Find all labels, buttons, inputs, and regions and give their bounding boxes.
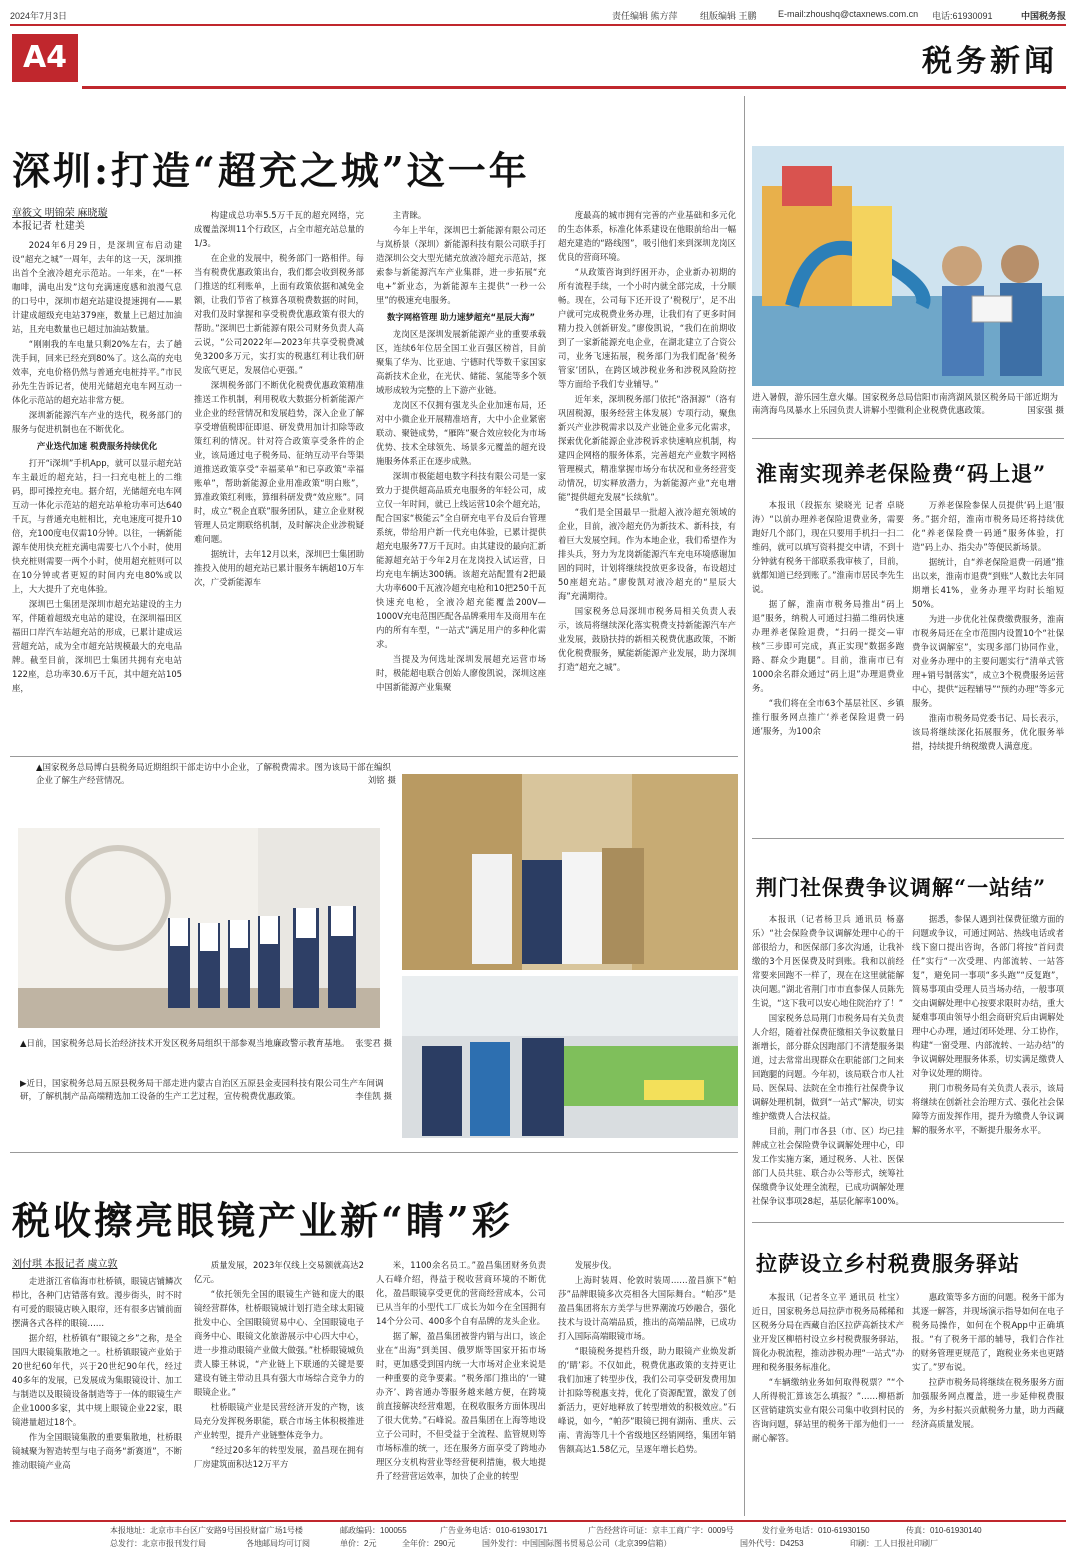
glasses-column-3: 米，1100余名员工。”盈昌集团财务负责人石峰介绍，得益于税收营商环境的不断优化，盈昌眼镜享受更优的营商经营成本，公司已从当年的小型代工厂成长为如今在全国拥有14个分公司、400多个自有品牌的龙头企业。 据了解，盈昌集团被誉内销与出口，该企业在“出海”到美国、俄罗斯等国家开拓市场时，更加感受到国内统一大市场对企业来说是一种重要的竞争要素。“税务部门推出的‘一键办齐’、跨省通办等服务越来越方便，在跨境前直接解决经营难题，在税收服务方面体现出了很大优势。”石峰说。盈昌集团在上海等地设立子公司时，不但受益于全流程、监管规则等市场标准的统一，还在服务方面享受了跨地办理区分支机构营业等经营便利措施，极大地提升了经营营运效率，加快了企业的转型 bbox=[376, 1260, 546, 1481]
issue-date: 2024年7月3日 bbox=[10, 11, 68, 21]
photo-caption-wuyuan: ▶近日，国家税务总局五原县税务局干部走进内蒙古自治区五原县金麦园科技有限公司生产车间调研，了解机制产品高端精选加工设备的生产工艺过程，宣传税费优惠政策。 李佳凯 摄 bbox=[20, 1079, 392, 1102]
divider bbox=[10, 756, 738, 757]
workshop-photo bbox=[402, 774, 738, 970]
article-column-4: 度最高的城市拥有完善的产业基础和多元化的生态体系，标准化体系建设在他眼前给出一幅超充建造的“路线图”，吸引他们来到深圳龙岗区优良的营商环境。 “从政策咨询到纾困开办，企业新办初期的所有流程手续，一个小时内就全部完成，十分顺畅。现在，公司每下还开设了‘税税厅’，足不出户就可完成税费业务办理，让我们有了更多时间精力投入创新研发。”廖俊凯说，“我们在前期收到了一家新能源充电企业，在湖北建立了合资公司，业务飞速拓展，税务部门为我们配备‘税务管家’团队，在跨区域涉税业务和涉税风险防控等方面给予我们专业辅导。” 近年来，深圳税务部门依托“洛洄源”（洛有巩固税源，服务经营主体发展）专项行动，聚焦新兴产业涉税需求以及产业链企业多元化需求，探索优化新能源企业涉税诉求快速响应机制，构建四企网格的服务体系，完善超充产业数字网格管理模式，精准掌握市场分布状况和业务经营变动情况，切实释放潜力，为新能源产业“充电增能”提供超充发展“长续航”。 “我们是全国最早一批超入液冷超充领域的企业，目前，液冷超充仍为新技术、新科技，有着巨大发展空间。作为本地企业，我们希望作为排头兵，努力为龙岗新能源汽车充电环境感谢加固的同时，计划将继续投放更多设备，布设超过50座超充站。”廖俊凯对液冷超充的“星辰大海”充满期待。 国家税务总局深圳市税务局相关负责人表示，该局将继续深化落实税费支持新能源汽车产业发展，鼓励扶持的新相关税费优惠政策，不断优化税费服务，赋能新能源产业发展，助力深圳打造“超充之城”。 bbox=[558, 210, 736, 672]
divider bbox=[752, 438, 1064, 439]
water-park-photo bbox=[752, 146, 1064, 386]
byline-reporter: 本报记者 杜建美 bbox=[12, 221, 85, 232]
lasa-column-2: 惠政策等多方面的问题。税务干部为其逐一解答，并现场演示指导如何在电子税务局操作，如何在个税App中正确填报。“有了税务干部的辅导，我们合作社的财务管理更规范了，跑税业务来也更踏实了。”罗布说。 拉萨市税务局将继续在税务服务方面加强服务网点覆盖，进一步延伸税费服务，为乡村振兴贡献税务力量，助力西藏经济高质量发展。 bbox=[912, 1292, 1064, 1429]
byline-authors: 章筱文 明锦荣 麻晓璇 bbox=[12, 208, 108, 219]
paper-name: 中国税务报 bbox=[1020, 11, 1066, 21]
responsible-editor: 责任编辑 熊方萍 bbox=[612, 11, 678, 21]
article-byline-glasses: 刘付琪 本报记者 虞立敦 bbox=[12, 1259, 118, 1270]
article-column-2: 构建成总功率5.5万千瓦的超充网络，完成覆盖深圳11个行政区，占全市超充站总量的1/3。 在企业的发展中，税务部门一路相伴。每当有税费优惠政策出台，我们都会收到税务部门推送的红利账单，上面有政策依据和减免金额，让我们节省了核算各项税费数据的时间，对我们及时掌握和享受税费优惠政策有很大的帮助。”深圳巴士新能源有限公司财务负责人高云说，“公司2022年—2023年共享受税费减免3200多万元，实打实的税惠红利让我们研发底气更足，发展信心更强。” 深圳税务部门不断优化税费优惠政策精准推送工作机制，利用税收大数据分析新能源产业企业的经营情况和发展趋势，深入企业了解享受增值税即征即退、研发费用加计扣除等政策红利的情况。针对符合政策享受条件的企业，该局通过电子税务局、征纳互动平台等渠道推送政策享受“幸福菜单”和已享政策“幸福账单”，帮助新能源企业用准政策“明白账”，算准政策红利账，算细科研发费“效应账”。同时，成立“税企直联”服务团队，建立企业财税管理人员定期联络机制，及时解决企业涉税疑难问题。 据统计，去年12月以来，深圳巴士集团助推投入使用的超充站已累计服务车辆超10万车次，广受新能源车 bbox=[194, 210, 364, 587]
divider bbox=[10, 1152, 738, 1153]
column-divider bbox=[744, 96, 745, 1516]
section-rule bbox=[82, 86, 1066, 89]
photo-credit: 张雯君 摄 bbox=[355, 1039, 392, 1049]
weaving-shop-illustration bbox=[402, 774, 738, 970]
jingmen-column-1: 本报讯（记者杨卫兵 通讯员 杨嘉乐）“社会保险费争议调解处理中心的干部很给力，和医保部门多次沟通，让我补缴的3个月医保费及时到账。我和以前经常要来回跑不一样了，现在在这里就能解决问题。”湖北省荆门市市直参保人员陈先生说，“这下我可以安心地住院治疗了！” 国家税务总局荆门市税务局有关负责人介绍，随着社保费征缴相关争议数量日渐增长，部分群众因跑部门不清楚服务渠道，过去常常出现群众在职能部门之间来回跑腿的问题。今年初，该局联合市人社局、医保局、法院在全市推行社保费争议调解处理机制，做到“一站式”解决，切实维护缴费人合法权益。 目前，荆门市各县（市、区）均已挂牌成立社会保险费争议调解处理中心，印发工作实施方案，通过税务、人社、医保部门人员共驻、联合办公等形式，统筹社保缴费争议处理全流程，已成功调解处理社保争议事项28起，基层化解率100%。 bbox=[752, 914, 904, 1206]
photo-caption-bobai: ▲国家税务总局博白县税务局近期组织干部走访中小企业，了解税费需求。图为该局干部在编织企业了解生产经营情况。 刘铭 摄 bbox=[36, 763, 396, 786]
article-headline-jingmen: 荆门社保费争议调解“一站结” bbox=[756, 875, 1047, 900]
officers-illustration bbox=[18, 828, 380, 1028]
editor-phone: 电话:61930091 bbox=[932, 11, 993, 21]
jingmen-column-2: 据悉，参保人遇到社保费征缴方面的问题或争议，可通过网站、热线电话或者线下窗口提出咨询，各部门将按“首问责任”实行“一次受理、内部流转、一站答复”，避免同一事项“多头跑”“反复跑”，简易事项由受理人员当场办结，一般事项交由调解处理中心按要求限时办结，重大疑难事项由领导小组会商研究后由调解处理中心办理，通过闭环处理、分工协作，构建“一窗受理、内部流转、一站办结”的争议调解处理服务体系，切实满足缴费人对争议处理的期待。 荆门市税务局有关负责人表示，该局将继续在创新社会治理方式、强化社会保障等方面发挥作用，提升为缴费人争议调解的服务水平，不断提升服务水平。 bbox=[912, 914, 1064, 1135]
article-byline-shenzhen bbox=[12, 207, 108, 233]
photo-credit: 李佳凯 摄 bbox=[355, 1092, 392, 1102]
article-column-3: 主青睐。 今年上半年，深圳巴士新能源有限公司还与岚桥景（深圳）新能源科技有限公司联手打造深圳公交大型光储充放液冷超充示范站，探索参与新能源汽车产业集群，进一步拓展“充电+”新业态，为新能源车主提供“一秒一公里”的极速充电服务。 数字网格管理 助力速梦超充“星辰大海” 龙岗区是深圳发展新能源产业的重要承载区，连续6年位居全国工业百强区榜首，目前聚集了华为、比亚迪、宁德时代等数千家国家高新技术企业，在光伏、储能、氢能等多个领域形成较为完整的上下游产业链。 龙岗区不仅拥有强龙头企业加速布局，还对中小微企业开展精准培育，大中小企业紧密联动、聚链成势，“雁阵”聚合效应较化为市场优势、技术全球领先、场景多元覆盖的超充设施服务体系正在逐步成熟。 深圳市极能超电数字科技有限公司是一家致力于提供超高品质充电服务的年轻公司，成立仅一年时间，就已上线运营10余个超充站，配合国家“极能云”全自研充电平台及后台管理系统，带给用户新一代充电体验，已累计提供超充电服务77万千瓦时。由其建设的最向汇新能源超充站于今年2月在龙岗投入试运营，日均充电车辆达300辆。该超充站配置有2把最大功率600千瓦液冷超充电枪和10把250千瓦快速充电枪，全液冷超充能覆盖200V—1000V充电范围匹配各品牌乘用车及商用车在内的所有车型，“一站式”满足用户的多种化需求。 当提及为何选址深圳发展超充运营市场时，极能超电联合创始人廖俊凯说，深圳这座中国新能源产业集聚 bbox=[376, 210, 546, 692]
glasses-column-1: 走进浙江省临海市杜桥镇，眼镜店铺鳞次栉比，各种门店错落有致。漫步街头，时不时有可爱的眼镜店映入眼帘，还有很多店铺前面摆满各式各样的眼镜…… 据介绍，杜桥镇有“眼镜之乡”之称，是全国四大眼镜集散地之一。杜桥镇眼镜产业始于20世纪60年代，兴于20世纪90年代，经过40多年的发展，已发展成为集眼镜设计、加工与制造以及眼镜设备制造等于一体的眼镜生产企业1000多家，其中规上眼镜企业22家，眼镜港量超过18个。 作为全国眼镜集散的重要集散地，杜桥眼镜城聚为智造转型与电子商务“新赛道”，不断推动眼镜产业高 bbox=[12, 1276, 182, 1470]
masthead-bar bbox=[10, 4, 1066, 26]
training-photo bbox=[18, 828, 380, 1028]
photo-caption-changzhi: ▲日前，国家税务总局长治经济技术开发区税务局组织干部参观当地廉政警示教育基地。 张雯君 摄 bbox=[20, 1039, 392, 1049]
huainan-column-1: 本报讯（段振东 梁晓光 记者 卓晓涛）“以前办理养老保险退费业务，需要跑好几个部门，现在只要用手机扫一扫二维码，就可以填写资料提交申请，不到十分钟就有税务干部联系我审核了，目前，就都知道已经到账了。”淮南市居民李先生说。 据了解，淮南市税务局推出“码上退”服务，纳税人可通过扫描二维码快速办理养老保险退费，“扫码一提交—审核”三步即可完成，真正实现“数据多跑路、群众少跑腿”。目前，淮南市已有1000余名群众通过“码上退”办理退费业务。 “我们将在全市63个基层社区、乡镇推行服务网点推广‘养老保险退费一码通’服务，为100余 bbox=[752, 500, 904, 736]
factory-illustration bbox=[402, 976, 738, 1138]
glasses-column-4: 发展步伐。 上海时装周、伦敦时装周……盈昌旗下“帕莎”品牌眼镜多次亮相各大国际舞台。“帕莎”是盈昌集团将东方美学与世界潮流巧妙融合，强化技术与设计高端品质，推出的高端品牌，已成功打入国际高端眼镜市场。 “眼镜税务提档升级，助力眼镜产业焕发新的‘睛’彩。不仅如此，税费优惠政策的支持更让我们加速了转型步伐，我们公司享受研发费用加计扣除等税惠支持，优化了资源配置，激发了创新活力，更好地释放了转型增效的积极效应。”石峰说，如今，“帕莎”眼镜已拥有湖南、重庆、云南、青海等几十个省级地区经销网络，集团年销售额高达1.58亿元，呈逐年增长趋势。 bbox=[558, 1260, 736, 1454]
article-column-1: 2024年6月29日，是深圳宣布启动建设“超充之城”一周年，去年的这一天，深圳推出首个全液冷超充示范站。一年来，在“一杯咖啡，满电出发”这句充满速度感和浪漫气息的口号中，深圳市超充站建设提速拥有——累计建成超级充电站379座，数量上已超过加油站，且充电数量也已超过加油站数量。 “刚刚我的车电量只剩20%左右，去了趟洗手间，回来已经充到80%了。这么高的充电效率，充电价格仍然与普通充电桩持平。”市民孙先生告诉记者，使用光储超充电车网互动一体化示范站的超充站非常方便。 深圳新能源汽车产业的迭代，税务部门的服务与促进机制也在不断优化。 产业迭代加速 税费服务持续优化 打开“i深圳”手机App，就可以显示超充站车主最近的超充站，扫一扫充电桩上的二维码，即可操控充电。据介绍，光储超充电车网互动一体化示范站的超充站单枪功率可达640千瓦，与普通充电桩相比，充电速度可提升10倍，充100度电仅需10分钟。以往，一辆新能源车使用快充桩充满电需要七八个小时，使用快充桩则需要一两个小时，使用超充桩则可以在10分钟或者更短的时间内充电80%或以上，大大提升了充电体验。 深圳巴士集团是深圳市超充站建设的主力军，伴随着超级充电站的建设，在深圳福田区福田口岸汽车站超充站的形成，已累计建成运营超充站，成为全市超充站规模最大的充电品牌。截至目前，深圳巴士集团共拥有充电站122座，总功率30.6万千瓦，其中超充站105座， bbox=[12, 240, 182, 693]
divider bbox=[752, 838, 1064, 839]
water-park-illustration bbox=[752, 146, 1064, 386]
article-headline-glasses: 税收擦亮眼镜产业新“睛”彩 bbox=[12, 1198, 513, 1243]
huainan-column-2: 万养老保险参保人员提供‘码上退’服务。”据介绍，淮南市税务局还将持续优化“养老保险费一码通”服务体验，打造“码上办、指尖办”等便民新场景。 据统计，自“养老保险退费一码通”推出以来，淮南市退费“到账”人数比去年同期增长41%，业务办理平均时长缩短50%。 为进一步优化社保费缴费服务，淮南市税务局还在全市范围内设置10个“社保费争议调解室”，实现多部门协同作业，对业务办理中的主要问题实行“清单式管理+销号制落实”，成立3个税费服务运营中心，提供“远程辅导”“预约办理”等多元服务。 淮南市税务局党委书记、局长表示，该局将继续深化拓展服务，优化服务举措，持续提升纳税缴费人满意度。 bbox=[912, 500, 1064, 751]
editor-email: E-mail:zhoushq@ctaxnews.com.cn bbox=[778, 9, 919, 19]
factory-photo bbox=[402, 976, 738, 1138]
water-park-caption: 进入暑假，游乐园生意火爆。国家税务总局信阳市南湾湖风景区税务局干部近期为南湾海鸟凤暴水上乐园负责人讲解小型微利企业税费优惠政策。 国家强 摄 bbox=[752, 393, 1064, 416]
page-number: A4 bbox=[12, 34, 78, 82]
article-headline-huainan: 淮南实现养老保险费“码上退” bbox=[756, 461, 1047, 486]
section-title: 税务新闻 bbox=[922, 44, 1058, 79]
photo-credit: 刘铭 摄 bbox=[367, 776, 396, 786]
footer-info: 本报地址：北京市丰台区广安路9号国投财富广场1号楼 邮政编码：100055 广告业务电话：010-61930171 广告经营许可证：京丰工商广字：0009号 发行业务电话：010-61930150 传真：010-61930140 总发行：北京市报刊发行局 各地邮局均可订阅 单价：2元 全年价：290元 国外发行：中国国际图书贸易总公司（北京399信箱） 国外代号：D4253 印刷：工人日报社印刷厂 bbox=[10, 1520, 1066, 1550]
layout-editor: 组版编辑 王鹏 bbox=[700, 11, 757, 21]
article-headline-shenzhen: 深圳:打造“超充之城”这一年 bbox=[12, 148, 530, 193]
lasa-column-1: 本报讯（记者冬立平 通讯员 杜宝）近日，国家税务总局拉萨市税务局稀稀和区税务分局在西藏自治区拉萨高新技术产业开发区柳梧村设立乡村税费服务驿站，简化办税流程，推动涉税办理“一站式”办理和税务服务标准化。 “车辆缴纳业务如何取得税票？”“个人所得税汇算该怎么填报？”……柳梧新区营销建筑实业有限公司集中收到村民的咨询问题，驿站里的税务干部为他们一一耐心解答。 bbox=[752, 1292, 904, 1443]
photo-credit: 国家强 摄 bbox=[1027, 406, 1064, 416]
divider bbox=[752, 1222, 1064, 1223]
glasses-column-2: 质量发展，2023年仅线上交易额就高达2亿元。 “依托领先全国的眼镜生产链和庞大的眼镜经营群体，杜桥眼镜城计划打造全球太阳镜批发中心、全国眼镜贸易中心、全国眼镜电子商务中心、眼镜文化旅游展示中心四大中心，进一步推动眼镜产业做大做强。”杜桥眼镜城负责人滕王林说，“产业链上下联通的关键是要建设有链主带动且具有强大市场综合竞争力的眼镜企业。” 杜桥眼镜产业是民营经济开发的产物，该局充分发挥税务职能，联合市场主体积极推进产业转型，提升产业链整体竞争力。 “经过20多年的转型发展，盈昌现在拥有厂房建筑面积达12万平方 bbox=[194, 1260, 364, 1469]
article-headline-lasa: 拉萨设立乡村税费服务驿站 bbox=[756, 1251, 1020, 1276]
